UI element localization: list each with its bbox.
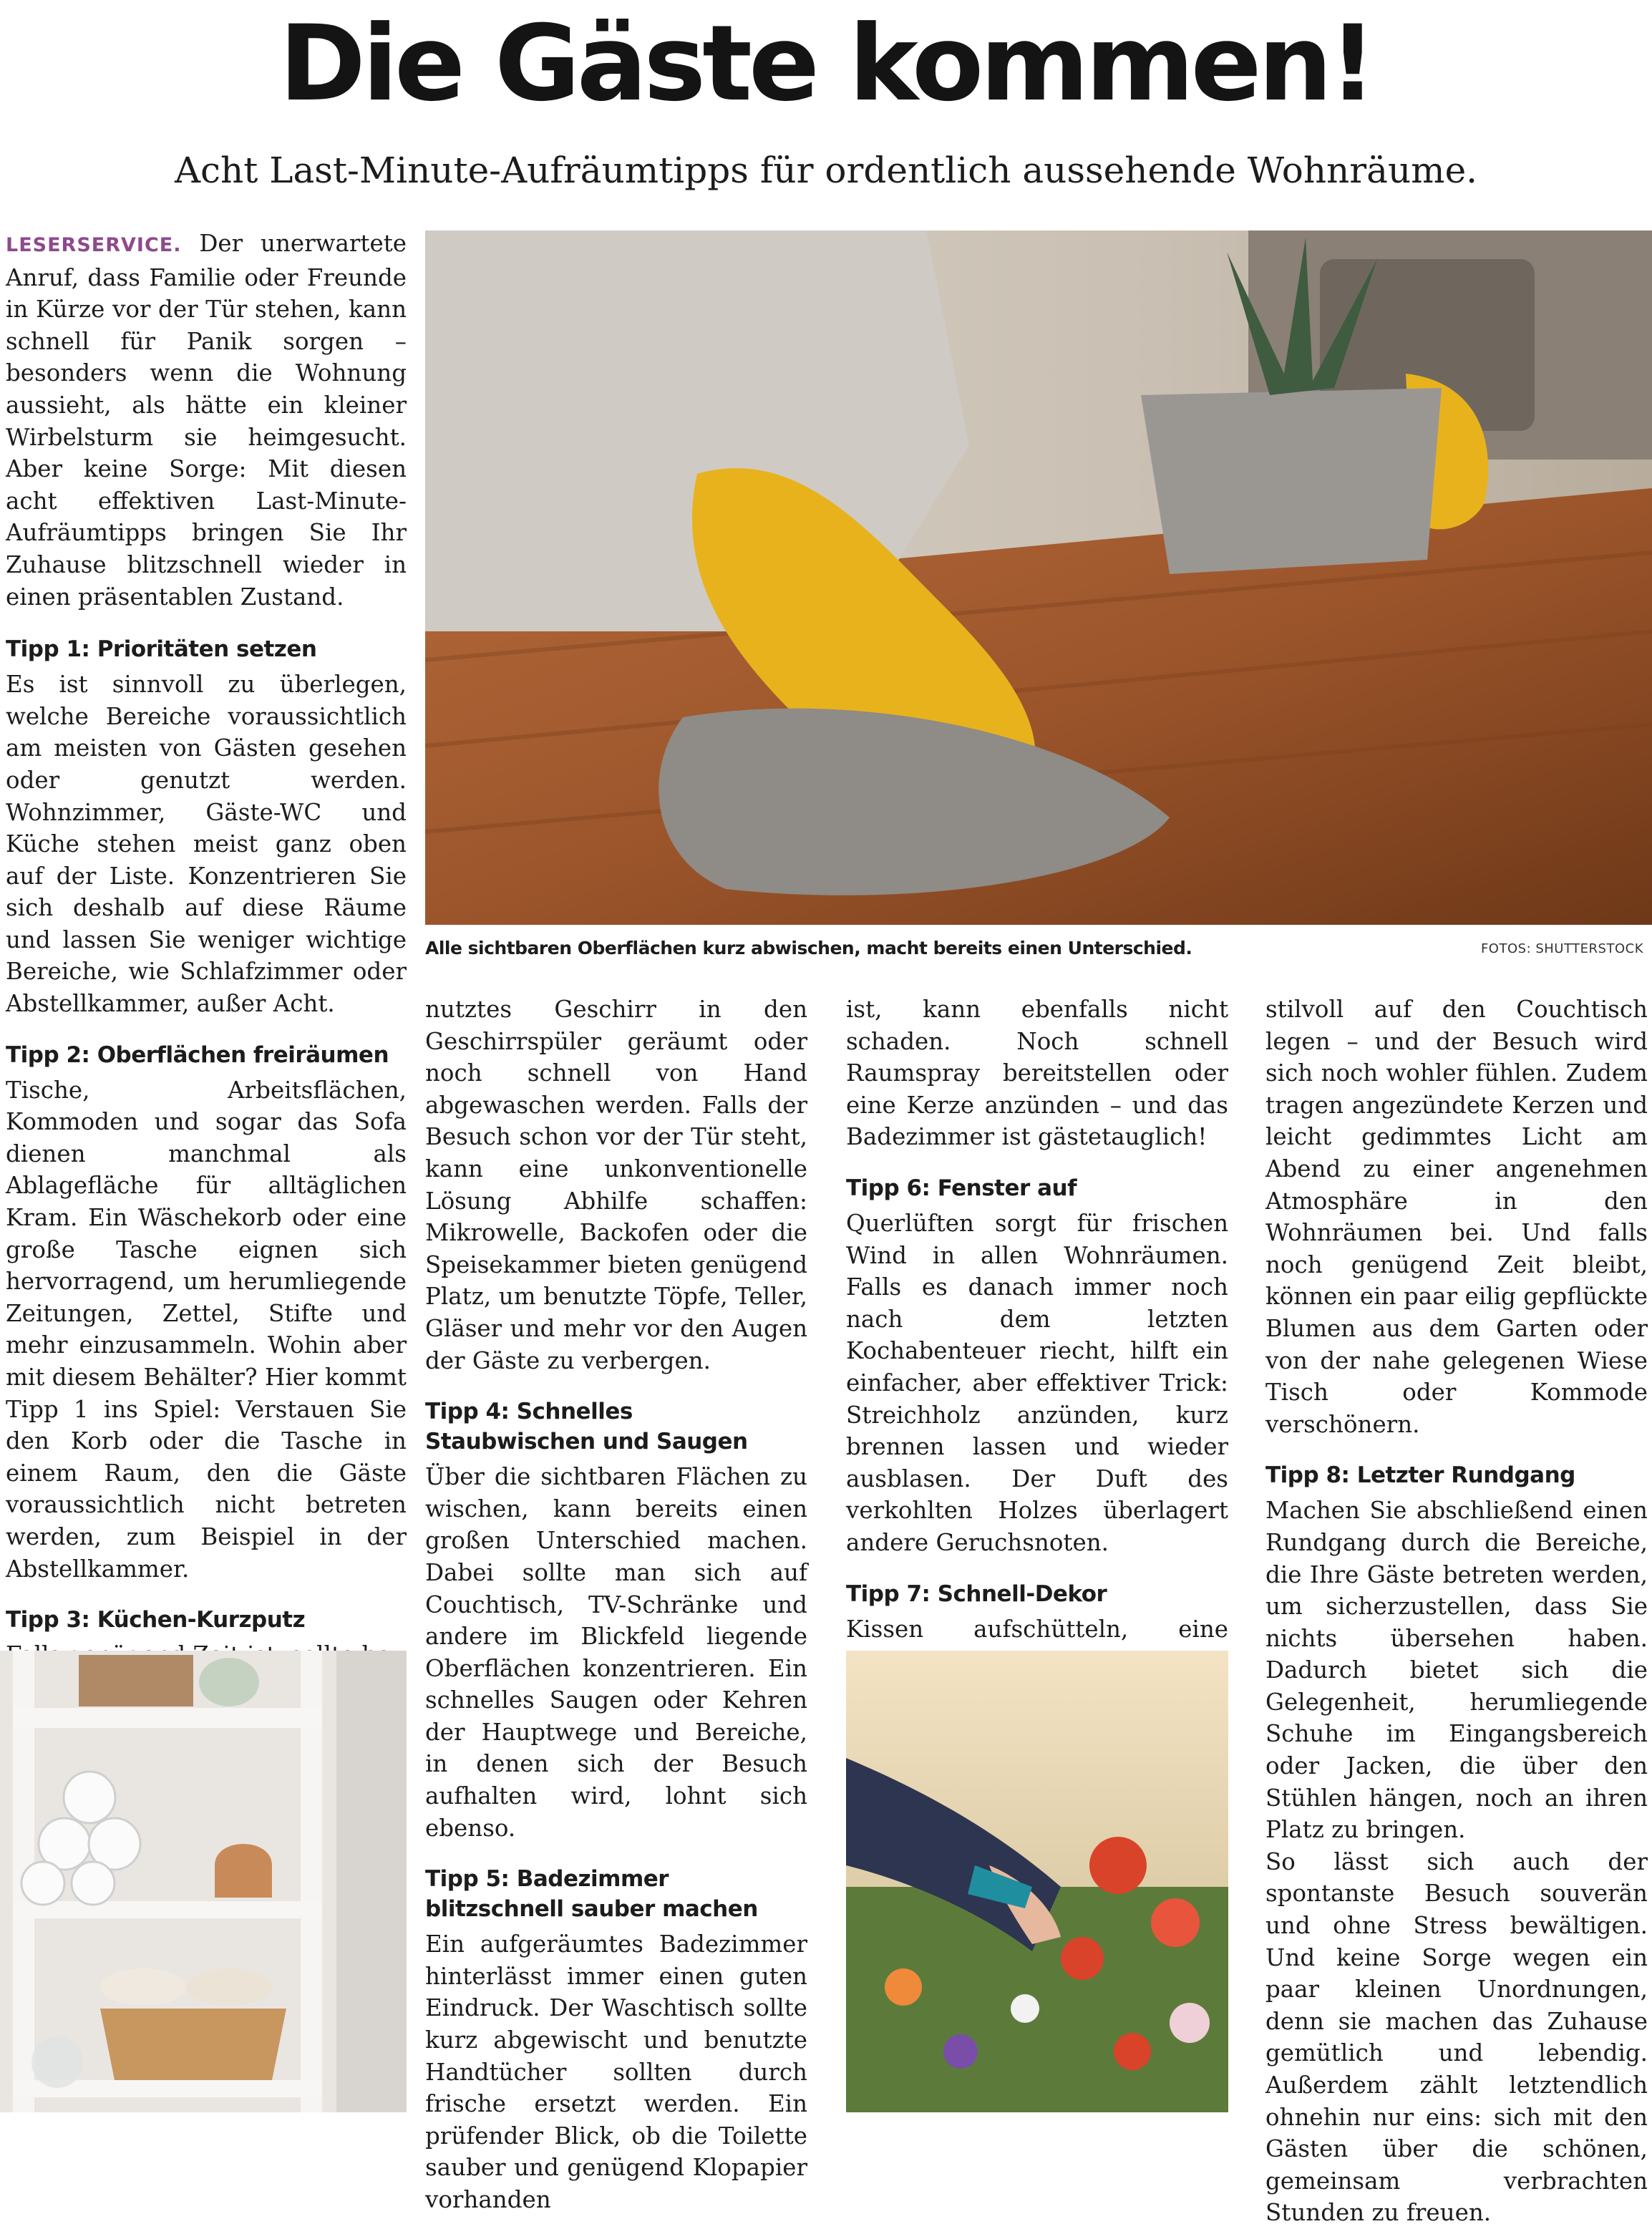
tip-3-text-continued: nutztes Geschirr in den Geschirrspüler geräumt oder noch schnell von Hand abgewaschen werden. Falls der Besuch schon vor der Tür steht, kann eine unkonventionelle Lösung Abhilfe schaffen: Mikrowelle, Backofen oder die Speisekammer bieten genügend Platz, um benutzte Töpfe, Teller, Gläser und mehr vor den Augen der Gäste zu verbergen. <box>425 996 807 1374</box>
column-4 <box>1265 994 1648 2229</box>
flower-photo <box>846 1651 1228 2112</box>
column-2 <box>425 994 807 2216</box>
tip-2-heading: Tipp 2: Oberflächen freiräumen <box>6 1041 389 1068</box>
tip-5-text-continued: ist, kann ebenfalls nicht schaden. Noch schnell Raumspray bereitstellen oder eine Kerze anzünden – und das Badezimmer ist gästetauglich! <box>846 996 1228 1151</box>
kicker: LESERSERVICE. <box>6 234 182 256</box>
tip-2-text: Tische, Arbeitsflächen, Kommoden und sogar das Sofa dienen manchmal als Ablagefläche für alltäglichen Kram. Ein Wäschekorb oder eine große Tasche eignen sich hervorragend, um herumliegende Zeitungen, Zettel, Stifte und mehr einzusammeln. Wohin aber mit diesem Behälter? Hier kommt Tipp 1 ins Spiel: Verstauen Sie den Korb oder die Tasche in einem Raum, den die Gäste voraussichtlich nicht betreten werden, zum Beispiel in der Abstellkammer. <box>6 1076 407 1583</box>
tip-6-heading: Tipp 6: Fenster auf <box>846 1175 1077 1201</box>
bathroom-shelf-photo <box>0 1651 407 2112</box>
tip-7-text-start: Kissen aufschütteln, eine <box>846 1615 1228 1643</box>
tip-7-text-continued: stilvoll auf den Couchtisch legen – und der Besuch wird sich noch wohler fühlen. Zudem tragen angezündete Kerzen und leicht gedimmtes Licht am Abend zu einer angenehmen Atmosphäre in den Wohnräumen bei. Und falls noch genügend Zeit bleibt, können ein paar eilig gepflückte Blumen aus dem Garten oder von der nahe gelegenen Wiese Tisch oder Kommode verschönern. <box>1265 996 1648 1438</box>
column-1 <box>6 228 407 1671</box>
bathroom-shelf-illustration <box>0 1651 407 2112</box>
tip-6-text: Querlüften sorgt für frischen Wind in allen Wohnräumen. Falls es danach immer noch nach dem letzten Kochabenteuer riecht, hilft ein einfacher, aber effektiver Trick: Streichholz anzünden, kurz brennen lassen und wieder ausblasen. Der Duft des verkohlten Holzes überlagert andere Geruchsnoten. <box>846 1209 1228 1556</box>
headline: Die Gäste kommen! <box>278 3 1374 125</box>
tip-7-heading: Tipp 7: Schnell-Dekor <box>846 1580 1107 1607</box>
main-photo <box>425 230 1652 925</box>
tip-4-text: Über die sichtbaren Flächen zu wischen, kann bereits einen großen Unterschied machen. Dabei sollte man sich auf Couchtisch, TV-Schränke und andere im Blickfeld liegende Oberflächen konzentrieren. Ein schnelles Saugen oder Kehren der Hauptwege und Bereiche, in denen sich der Besuch aufhalten wird, lohnt sich ebenso. <box>425 1463 807 1842</box>
main-photo-caption: Alle sichtbaren Oberflächen kurz abwischen, macht bereits einen Unterschied. <box>425 938 1192 958</box>
closing-paragraph: So lässt sich auch der spontanste Besuch souverän und ohne Stress bewältigen. Und keine Sorge wegen ein paar kleinen Unordnungen, denn sie machen das Zuhause gemütlich und lebendig. Außerdem zählt letztendlich ohnehin nur eins: sich mit den Gästen über die schönen, gemeinsam verbrachten Stunden zu freuen. <box>1265 1847 1648 2227</box>
tip-8-heading: Tipp 8: Letzter Rundgang <box>1265 1462 1575 1489</box>
column-3 <box>846 994 1228 1741</box>
subline: Acht Last-Minute-Aufräumtipps für ordentlich aussehende Wohnräume. <box>174 150 1478 191</box>
tip-5-text-start: Ein aufgeräumtes Badezimmer hinterlässt immer einen guten Eindruck. Der Waschtisch sollte kurz abgewischt und benutzte Handtücher sollten durch frische ersetzt werden. Ein prüfender Blick, ob die Toilette sauber und genügend Klopapier vorhanden <box>425 1931 807 2213</box>
tip-4-heading: Tipp 4: Schnelles Staubwischen und Saugen <box>425 1399 748 1455</box>
intro-paragraph <box>6 228 407 613</box>
tip-5-heading: Tipp 5: Badezimmer blitzschnell sauber machen <box>425 1866 758 1923</box>
intro-text: Der unerwartete Anruf, dass Familie oder Freunde in Kürze vor der Tür stehen, kann schnell für Panik sorgen – besonders wenn die Wohnung aussieht, als hätte ein kleiner Wirbelsturm sie heimgesucht. Aber keine Sorge: Mit diesen acht effektiven Last-Minute-Aufräumtipps bringen Sie Ihr Zuhause blitzschnell wieder in einen präsentablen Zustand. <box>6 230 407 611</box>
photo-credit: FOTOS: SHUTTERSTOCK <box>1480 941 1643 956</box>
tip-1-text: Es ist sinnvoll zu überlegen, welche Bereiche voraussichtlich am meisten von Gästen gesehen oder genutzt werden. Wohnzimmer, Gäste-WC und Küche stehen meist ganz oben auf der Liste. Konzentrieren Sie sich deshalb auf diese Räume und lassen Sie weniger wichtige Bereiche, wie Schlafzimmer oder Abstellkammer, außer Acht. <box>6 671 407 1018</box>
flower-cutting-illustration <box>846 1651 1228 2112</box>
cleaning-photo-illustration <box>425 230 1652 925</box>
tip-8-text: Machen Sie abschließend einen Rundgang durch die Bereiche, die Ihre Gäste betreten werden, um sicherzustellen, dass Sie nichts übersehen haben. Dadurch bietet sich die Gelegenheit, herumliegende Schuhe im Eingangsbereich oder Jacken, die über den Stühlen hängen, noch an ihren Platz zu bringen. <box>1265 1497 1648 1844</box>
tip-3-heading: Tipp 3: Küchen-Kurzputz <box>6 1607 306 1633</box>
tip-1-heading: Tipp 1: Prioritäten setzen <box>6 636 317 663</box>
